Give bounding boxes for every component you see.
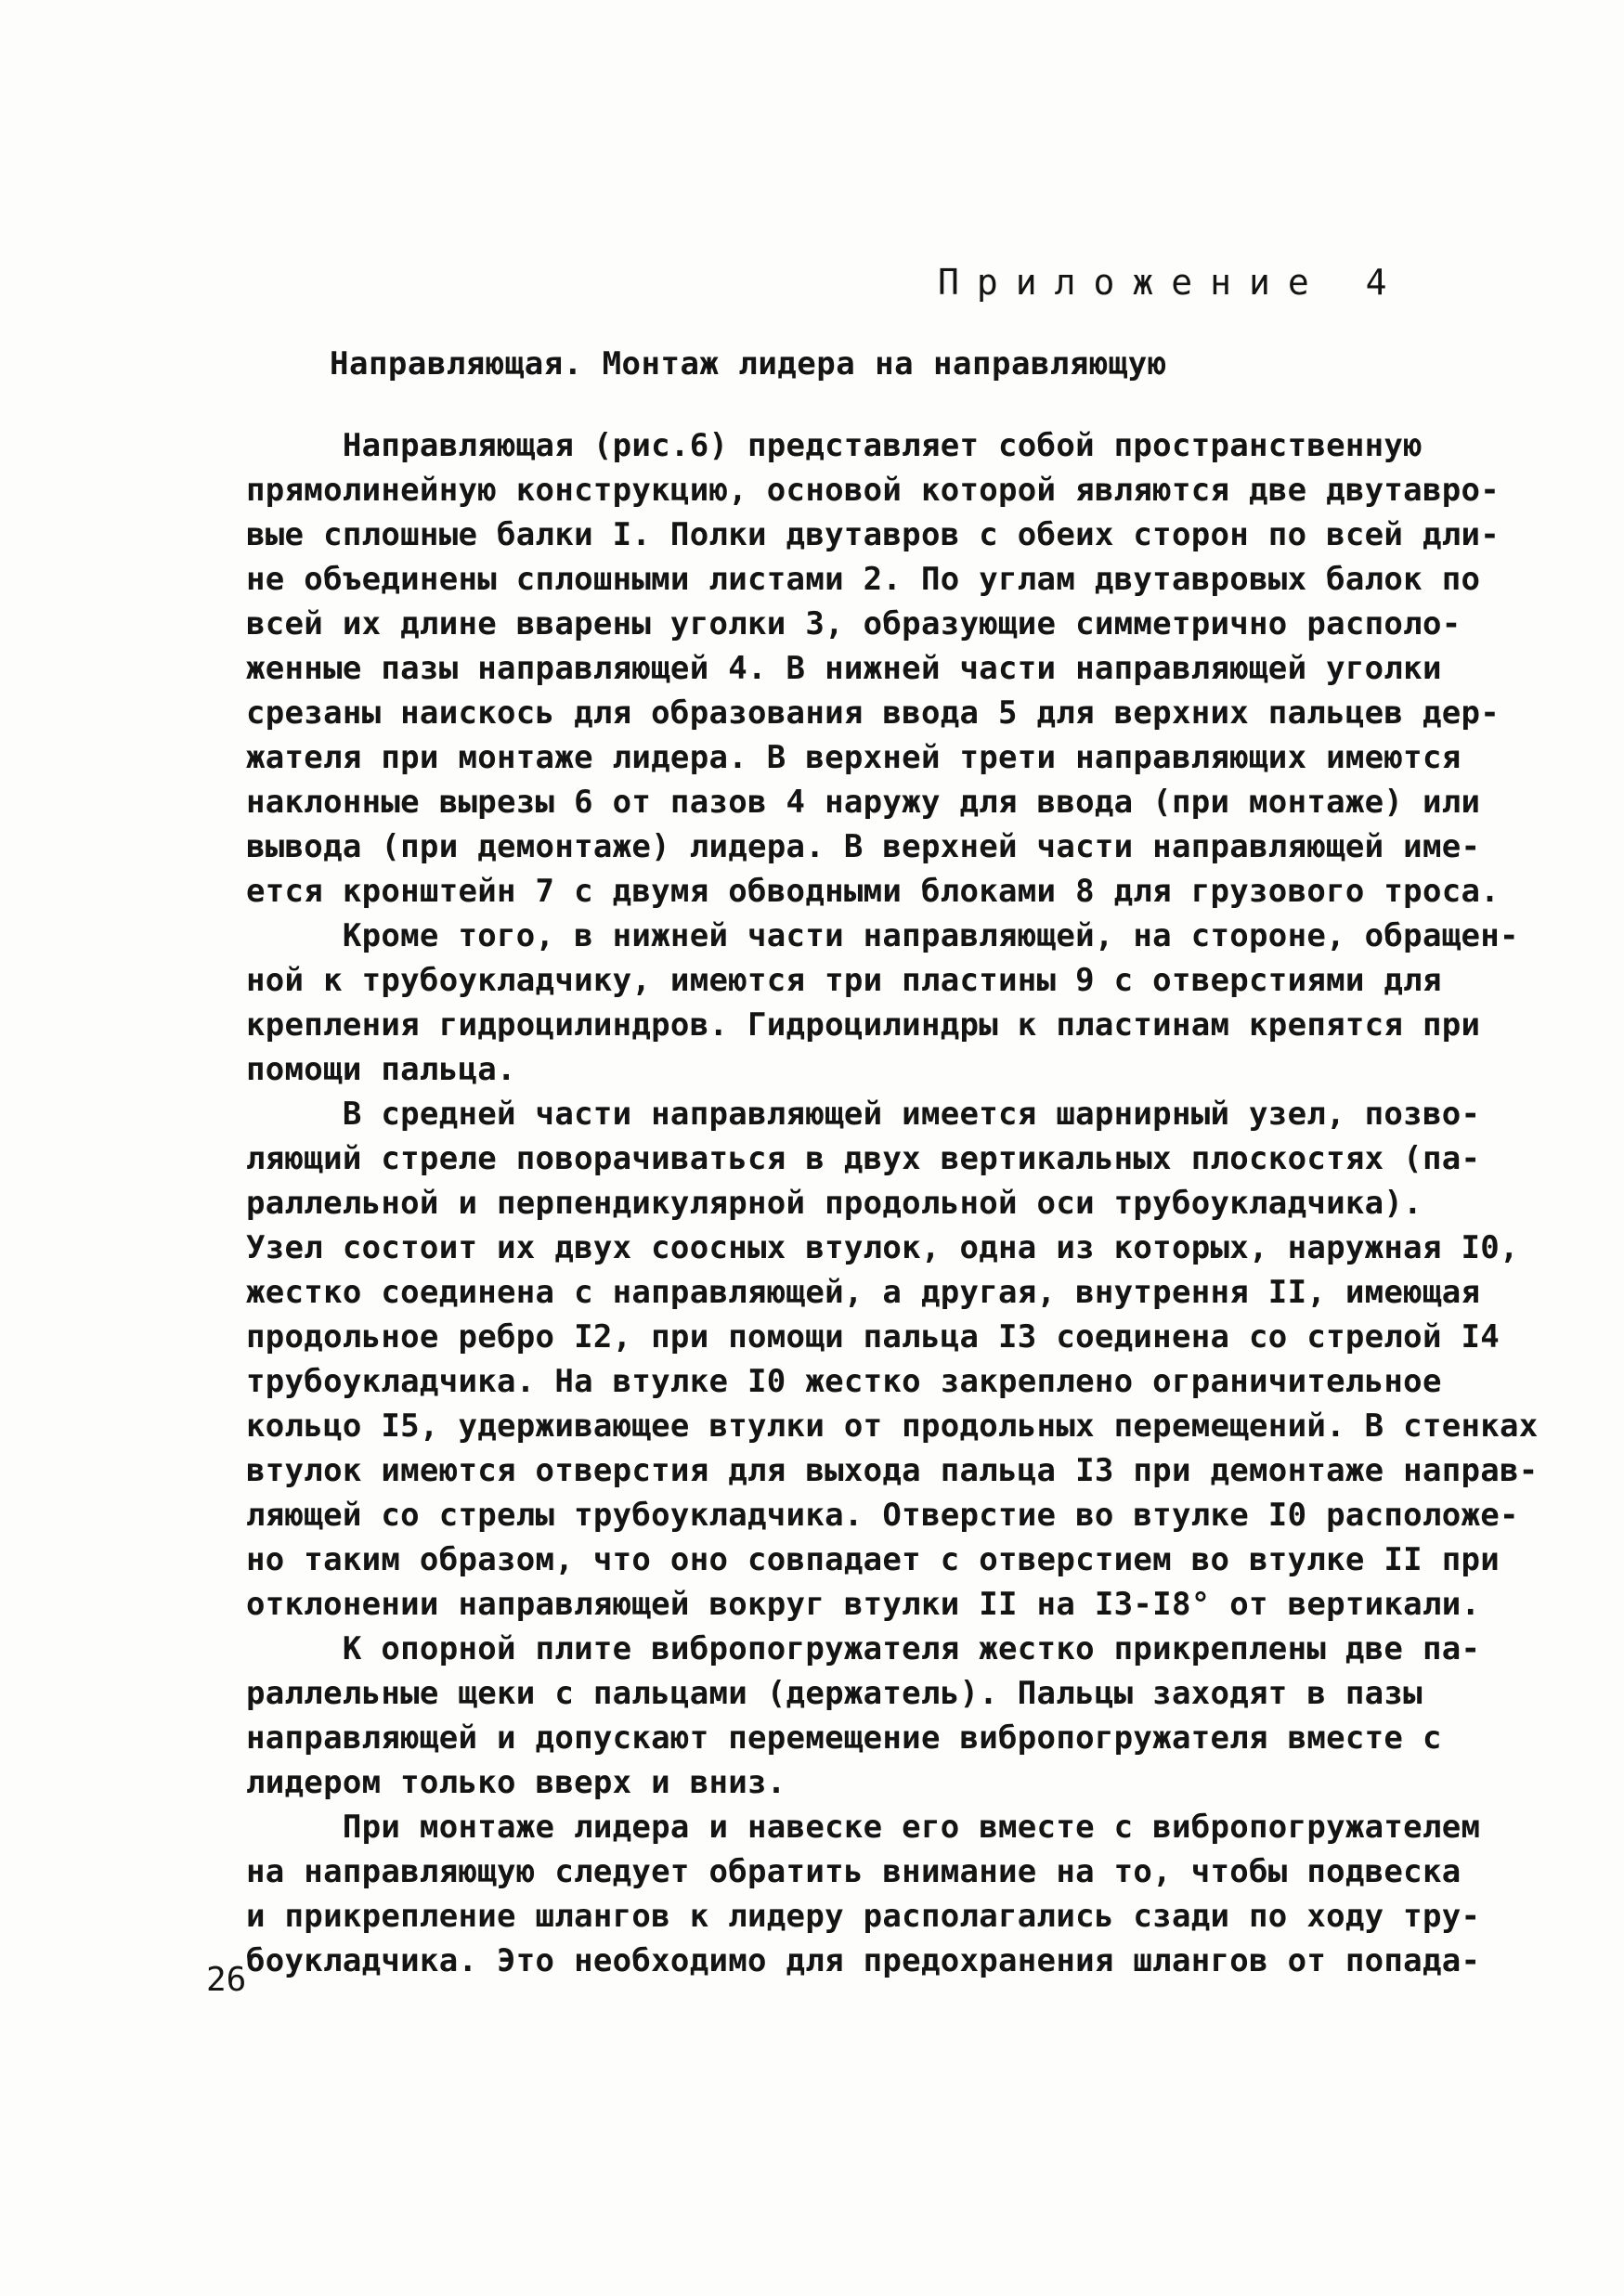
text-line: Узел состоит их двух соосных втулок, одна из которых, наружная I0, bbox=[246, 1229, 1519, 1266]
text-line: прямолинейную конструкцию, основой которой являются две двутавро- bbox=[246, 472, 1501, 509]
appendix-title: Приложение 4 bbox=[938, 262, 1405, 303]
text-line: лидером только вверх и вниз. bbox=[246, 1764, 786, 1801]
text-line: срезаны наискось для образования ввода 5 для верхних пальцев дер- bbox=[246, 694, 1501, 732]
text-line: крепления гидроцилиндров. Гидроцилиндры к пластинам крепятся при bbox=[246, 1006, 1481, 1044]
text-line: К опорной плите вибропогружателя жестко прикреплены две па- bbox=[246, 1630, 1481, 1667]
text-line: В средней части направляющей имеется шарнирный узел, позво- bbox=[246, 1096, 1481, 1133]
text-line: и прикрепление шлангов к лидеру располагались сзади по ходу тру- bbox=[246, 1898, 1481, 1935]
body-text bbox=[246, 423, 1539, 1983]
text-line: жестко соединена с направляющей, а другая, внутрення II, имеющая bbox=[246, 1274, 1481, 1311]
text-line: Направляющая (рис.6) представляет собой пространственную bbox=[246, 427, 1423, 464]
text-line: всей их длине вварены уголки 3, образующие симметрично располо- bbox=[246, 605, 1462, 642]
text-line: кольцо I5, удерживающее втулки от продольных перемещений. В стенках bbox=[246, 1407, 1539, 1445]
text-line: отклонении направляющей вокруг втулки II на I3-I8° от вертикали. bbox=[246, 1586, 1481, 1623]
text-line: раллельные щеки с пальцами (держатель). Пальцы заходят в пазы bbox=[246, 1675, 1423, 1712]
text-line: женные пазы направляющей 4. В нижней части направляющей уголки bbox=[246, 650, 1442, 687]
text-line: раллельной и перпендикулярной продольной оси трубоукладчика). bbox=[246, 1185, 1423, 1222]
page-number: 26 bbox=[206, 1961, 247, 1999]
text-line: трубоукладчика. На втулке I0 жестко закреплено ограничительное bbox=[246, 1363, 1442, 1400]
text-line: но таким образом, что оно совпадает с отверстием во втулке II при bbox=[246, 1541, 1501, 1578]
text-line: вые сплошные балки I. Полки двутавров с обеих сторон по всей дли- bbox=[246, 516, 1501, 553]
text-line: ется кронштейн 7 с двумя обводными блоками 8 для грузового троса. bbox=[246, 873, 1501, 910]
text-line: не объединены сплошными листами 2. По углам двутавровых балок по bbox=[246, 561, 1481, 598]
text-line: При монтаже лидера и навеске его вместе с вибропогружателем bbox=[246, 1809, 1481, 1846]
text-line: продольное ребро I2, при помощи пальца I3 соединена со стрелой I4 bbox=[246, 1318, 1501, 1356]
text-line: на направляющую следует обратить внимание на то, чтобы подвеска bbox=[246, 1853, 1462, 1890]
text-line: жателя при монтаже лидера. В верхней трети направляющих имеются bbox=[246, 739, 1462, 776]
section-heading: Направляющая. Монтаж лидера на направляющую bbox=[330, 345, 1167, 383]
text-line: ляющий стреле поворачиваться в двух вертикальных плоскостях (па- bbox=[246, 1140, 1481, 1177]
text-line: ной к трубоукладчику, имеются три пластины 9 с отверстиями для bbox=[246, 962, 1442, 999]
text-line: направляющей и допускают перемещение вибропогружателя вместе с bbox=[246, 1719, 1442, 1757]
text-line: ляющей со стрелы трубоукладчика. Отверстие во втулке I0 расположе- bbox=[246, 1497, 1519, 1534]
text-line: вывода (при демонтаже) лидера. В верхней части направляющей име- bbox=[246, 828, 1481, 865]
text-line: Кроме того, в нижней части направляющей, на стороне, обращен- bbox=[246, 917, 1519, 954]
text-line: боукладчика. Это необходимо для предохранения шлангов от попада- bbox=[246, 1942, 1481, 1979]
text-line: помощи пальца. bbox=[246, 1051, 516, 1088]
text-line: наклонные вырезы 6 от пазов 4 наружу для ввода (при монтаже) или bbox=[246, 784, 1481, 821]
text-line: втулок имеются отверстия для выхода пальца I3 при демонтаже направ- bbox=[246, 1452, 1539, 1489]
